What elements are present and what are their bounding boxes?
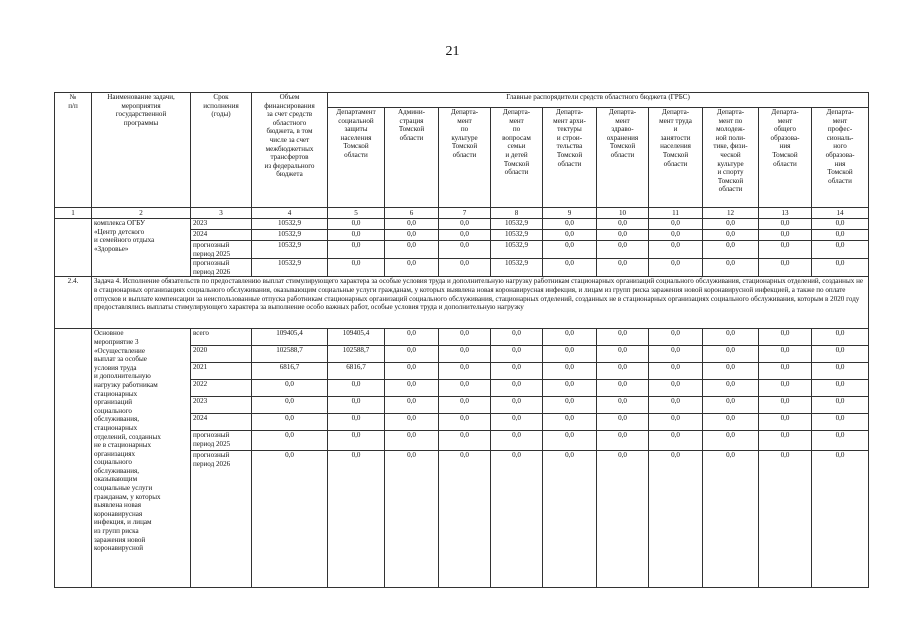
row-term-cell: 2023 [191,219,252,230]
column-number-8: 8 [491,208,543,219]
row-value-cell: 0,0 [439,414,491,431]
row-value-cell: 0,0 [543,363,597,380]
column-number-13: 13 [759,208,812,219]
row-value-cell: 10532,9 [491,219,543,230]
row-value-cell: 102588,7 [252,346,328,363]
row-value-cell: 0,0 [759,329,812,346]
row-value-cell: 0,0 [649,380,703,397]
row-value-cell: 0,0 [328,380,385,397]
row-value-cell: 0,0 [759,451,812,588]
row-value-cell: 0,0 [703,259,759,277]
row-value-cell: 0,0 [649,219,703,230]
table-row [55,329,869,346]
row-value-cell: 0,0 [439,241,491,259]
row-value-cell: 0,0 [543,230,597,241]
row-value-cell: 0,0 [328,241,385,259]
row-value-cell: 0,0 [597,219,649,230]
row-value-cell: 0,0 [491,451,543,588]
header-name-text: Наименование задачи, мероприятия государственной программы [107,93,175,127]
row-value-cell: 0,0 [812,431,869,451]
header-dept-9: Департа- мент общего образова- ния Томской области [759,108,812,208]
row-value-cell: 0,0 [649,414,703,431]
row-term-cell: 2022 [191,380,252,397]
row-value-cell: 0,0 [252,451,328,588]
row-value-cell: 0,0 [703,219,759,230]
column-number-11: 11 [649,208,703,219]
row-value-cell: 0,0 [759,219,812,230]
row-value-cell: 0,0 [703,329,759,346]
row-value-cell: 0,0 [703,363,759,380]
row-value-cell: 6816,7 [252,363,328,380]
row-value-cell: 0,0 [543,329,597,346]
row-term-cell: прогнозный период 2025 [191,241,252,259]
row-value-cell: 0,0 [439,397,491,414]
column-numbers-row [55,208,869,219]
row-value-cell: 0,0 [491,414,543,431]
row-value-cell: 0,0 [812,380,869,397]
row-value-cell: 0,0 [439,230,491,241]
block-2-rows [55,329,869,588]
header-dept-7: Департа- мент труда и занятости населения Томской области [649,108,703,208]
row-value-cell: 0,0 [543,431,597,451]
row-value-cell: 0,0 [703,241,759,259]
row-value-cell: 0,0 [812,397,869,414]
row-value-cell: 0,0 [703,431,759,451]
row-value-cell: 0,0 [759,380,812,397]
row-value-cell: 0,0 [759,230,812,241]
column-number-2: 2 [92,208,191,219]
column-number-7: 7 [439,208,491,219]
row-value-cell: 0,0 [385,259,439,277]
row-value-cell: 0,0 [597,451,649,588]
row-value-cell: 102588,7 [328,346,385,363]
row-value-cell: 0,0 [812,346,869,363]
row-num-cell [55,219,92,277]
row-value-cell: 0,0 [649,241,703,259]
row-value-cell: 0,0 [812,259,869,277]
row-value-cell: 0,0 [759,363,812,380]
row-value-cell: 0,0 [597,230,649,241]
column-number-3: 3 [191,208,252,219]
row-value-cell: 0,0 [328,397,385,414]
row-value-cell: 0,0 [649,431,703,451]
column-number-6: 6 [385,208,439,219]
row-value-cell: 0,0 [385,380,439,397]
row-value-cell: 0,0 [252,414,328,431]
row-value-cell: 0,0 [759,241,812,259]
row-term-cell: прогнозный период 2026 [191,259,252,277]
row-value-cell: 10532,9 [252,219,328,230]
header-term [191,93,252,208]
row-value-cell: 0,0 [759,259,812,277]
row-value-cell: 0,0 [439,329,491,346]
column-number-4: 4 [252,208,328,219]
row-value-cell: 0,0 [703,451,759,588]
row-value-cell: 0,0 [439,363,491,380]
row-value-cell: 109405,4 [252,329,328,346]
row-value-cell: 0,0 [597,259,649,277]
header-dept-6: Департа- мент здраво- охранения Томской области [597,108,649,208]
row-value-cell: 0,0 [385,219,439,230]
row-value-cell: 0,0 [543,259,597,277]
header-dept-4: Департа- мент по вопросам семьи и детей Томской области [491,108,543,208]
row-value-cell: 0,0 [597,431,649,451]
row-value-cell: 0,0 [491,346,543,363]
column-number-10: 10 [597,208,649,219]
row-value-cell: 10532,9 [491,259,543,277]
row-value-cell: 0,0 [759,346,812,363]
budget-table [54,92,869,588]
row-value-cell: 0,0 [703,380,759,397]
row-value-cell: 0,0 [649,363,703,380]
row-value-cell: 0,0 [328,259,385,277]
task-num: 2.4. [55,277,92,329]
row-value-cell: 0,0 [543,241,597,259]
row-value-cell: 0,0 [439,346,491,363]
row-value-cell: 0,0 [385,431,439,451]
row-value-cell: 0,0 [328,431,385,451]
row-value-cell: 0,0 [543,380,597,397]
task-text: Задача 4. Исполнение обязательств по предоставлению выплат стимулирующего характера за особые условия труда и дополнительную нагрузку работникам стационарных организаций социального обслуживания, стационарных отделений, созданных не в стационарных организациях социального обслуживания, оказывающим социальные услуги гражданам, у которых выявлена новая коронавирусная инфекция, и лицам из групп риска заражения новой коронавирусной инфекцией, а также по оплате отпусков и выплате компенсации за неиспользованные отпуска работникам стационарных организаций социального обслуживания, стационарных отделений, созданных не в стационарных организациях социального обслуживания, которым в 2020 году предоставлялись выплаты стимулирующего характера за выполнение особо важных работ, особые условия труда и дополнительную нагрузку [92,277,869,329]
row-value-cell: 0,0 [491,380,543,397]
row-value-cell: 0,0 [597,414,649,431]
row-value-cell: 0,0 [812,363,869,380]
row-value-cell: 0,0 [812,219,869,230]
row-term-cell: 2020 [191,346,252,363]
row-term-cell: 2023 [191,397,252,414]
column-number-9: 9 [543,208,597,219]
row-value-cell: 0,0 [649,230,703,241]
row-value-cell: 0,0 [597,241,649,259]
row-value-cell: 0,0 [439,259,491,277]
row-term-cell: 2021 [191,363,252,380]
column-number-5: 5 [328,208,385,219]
row-value-cell: 0,0 [812,230,869,241]
header-dept-5: Департа- мент архи- тектуры и строи- тельства Томской области [543,108,597,208]
header-num [55,93,92,208]
row-value-cell: 0,0 [328,230,385,241]
header-dept-3: Департа- мент по культуре Томской области [439,108,491,208]
row-value-cell: 10532,9 [252,230,328,241]
row-value-cell: 0,0 [812,241,869,259]
header-num-text: № п/п [68,93,78,110]
row-value-cell: 0,0 [328,451,385,588]
row-value-cell: 0,0 [597,397,649,414]
header-name [92,93,191,208]
row-term-cell: 2024 [191,230,252,241]
header-dept-10: Департа- мент профес- сиональ- ного образова- ния Томской области [812,108,869,208]
header-dept-2: Админи- страция Томской области [385,108,439,208]
header-dept-8: Департа- мент по молодеж- ной поли- тике, физи- ческой культуре и спорту Томской области [703,108,759,208]
row-value-cell: 10532,9 [252,241,328,259]
row-value-cell: 0,0 [597,363,649,380]
row-value-cell: 0,0 [543,397,597,414]
row-value-cell: 0,0 [491,329,543,346]
row-value-cell: 0,0 [543,219,597,230]
row-value-cell: 0,0 [385,363,439,380]
row-name-cell: Основное мероприятие 3 «Осуществление выплат за особые условия труда и дополнительную нагрузку работникам стационарных организаций социального обслуживания, стационарных отделений, созданных не в стационарных организациях социального обслуживания, оказывающим социальные услуги гражданам, у которых выявлена новая коронавирусная инфекция, и лицам из групп риска заражения новой коронавирусной [92,329,191,588]
row-term-cell: всего [191,329,252,346]
header-volume [252,93,328,208]
header-grbs: Главные распорядители средств областного бюджета (ГРБС) [328,93,869,108]
row-value-cell: 10532,9 [491,241,543,259]
row-value-cell: 0,0 [439,451,491,588]
row-value-cell: 0,0 [597,346,649,363]
header-term-text: Срок исполнения (годы) [203,93,239,119]
row-value-cell: 0,0 [703,414,759,431]
row-value-cell: 0,0 [543,346,597,363]
column-number-12: 12 [703,208,759,219]
row-value-cell: 0,0 [491,431,543,451]
row-value-cell: 0,0 [812,414,869,431]
table-row [55,219,869,230]
row-term-cell: прогнозный период 2026 [191,451,252,588]
row-value-cell: 0,0 [385,230,439,241]
row-value-cell: 0,0 [385,397,439,414]
column-number-1: 1 [55,208,92,219]
row-value-cell: 0,0 [703,346,759,363]
row-value-cell: 0,0 [649,346,703,363]
row-value-cell: 0,0 [759,431,812,451]
row-value-cell: 10532,9 [252,259,328,277]
row-value-cell: 0,0 [439,380,491,397]
row-value-cell: 0,0 [252,380,328,397]
header-volume-text: Объем финансирования за счет средств областного бюджета, в том числе за счет межбюджетных трансфертов из федерального бюджета [264,93,315,179]
row-value-cell: 0,0 [328,219,385,230]
row-value-cell: 0,0 [649,329,703,346]
row-value-cell: 0,0 [597,380,649,397]
row-value-cell: 0,0 [759,414,812,431]
header-dept-1: Департамент социальной защиты населения Томской области [328,108,385,208]
row-value-cell: 0,0 [543,451,597,588]
task-row [55,277,869,329]
row-value-cell: 0,0 [649,397,703,414]
row-value-cell: 0,0 [812,329,869,346]
row-value-cell: 0,0 [385,241,439,259]
row-value-cell: 0,0 [597,329,649,346]
row-value-cell: 0,0 [385,451,439,588]
row-value-cell: 0,0 [543,414,597,431]
row-value-cell: 0,0 [703,230,759,241]
row-value-cell: 0,0 [252,397,328,414]
row-value-cell: 0,0 [703,397,759,414]
row-value-cell: 0,0 [328,414,385,431]
row-value-cell: 10532,9 [491,230,543,241]
row-term-cell: прогнозный период 2025 [191,431,252,451]
page-number: 21 [445,44,460,59]
row-value-cell: 0,0 [385,414,439,431]
row-value-cell: 0,0 [491,363,543,380]
row-value-cell: 0,0 [439,219,491,230]
row-value-cell: 0,0 [385,329,439,346]
row-value-cell: 6816,7 [328,363,385,380]
row-value-cell: 0,0 [649,451,703,588]
row-num-cell [55,329,92,588]
row-value-cell: 0,0 [759,397,812,414]
column-number-14: 14 [812,208,869,219]
row-name-cell: комплекса ОГБУ «Центр детского и семейного отдыха «Здоровье» [92,219,191,277]
row-value-cell: 0,0 [649,259,703,277]
block-1-rows [55,219,869,277]
row-value-cell: 0,0 [252,431,328,451]
row-value-cell: 0,0 [812,451,869,588]
row-value-cell: 0,0 [385,346,439,363]
row-value-cell: 0,0 [439,431,491,451]
row-term-cell: 2024 [191,414,252,431]
row-value-cell: 0,0 [491,397,543,414]
row-value-cell: 109405,4 [328,329,385,346]
